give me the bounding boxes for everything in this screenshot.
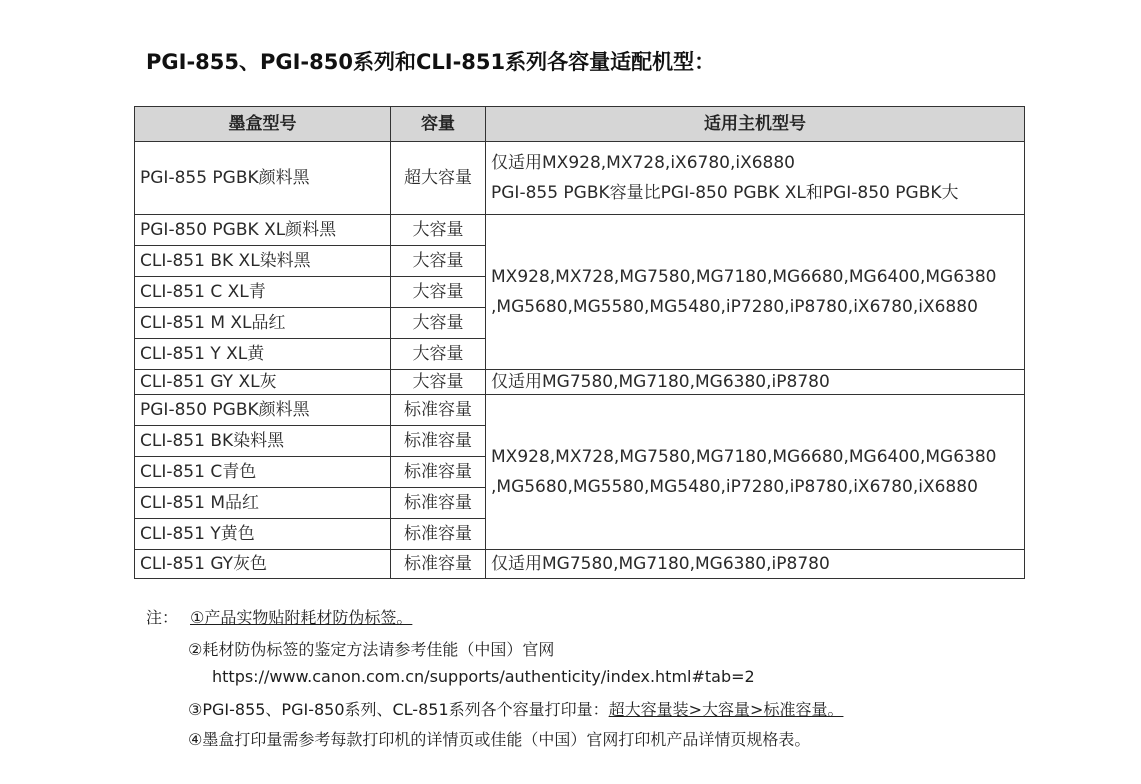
capacity: 大容量 (391, 308, 486, 339)
cartridge-model: CLI-851 GY XL灰 (135, 370, 391, 395)
cartridge-model: CLI-851 Y XL黄 (135, 339, 391, 370)
compatible-printers: 仅适用MG7580,MG7180,MG6380,iP8780 (486, 370, 1025, 395)
cartridge-model: CLI-851 M XL品红 (135, 308, 391, 339)
printers-line: ,MG5680,MG5580,MG5480,iP7280,iP8780,iX6780,iX6880 (491, 477, 978, 497)
cartridge-model: PGI-855 PGBK颜料黑 (135, 142, 391, 215)
cartridge-model: PGI-850 PGBK颜料黑 (135, 395, 391, 426)
page-title: PGI-855、PGI-850系列和CLI-851系列各容量适配机型： (146, 50, 716, 74)
capacity: 标准容量 (391, 457, 486, 488)
compatible-printers (486, 142, 1025, 215)
capacity: 大容量 (391, 277, 486, 308)
cartridge-model: CLI-851 GY灰色 (135, 550, 391, 579)
printers-line: MX928,MX728,MG7580,MG7180,MG6680,MG6400,MG6380 (491, 267, 997, 287)
compatibility-table (134, 106, 1025, 579)
cartridge-model: CLI-851 M品红 (135, 488, 391, 519)
header-printers: 适用主机型号 (486, 107, 1025, 142)
printers-line: 仅适用MX928,MX728,iX6780,iX6880 (491, 153, 795, 173)
authenticity-link[interactable]: https://www.canon.com.cn/supports/authenticity/index.html#tab=2 (212, 667, 755, 686)
notes-label: 注： (146, 608, 179, 627)
note-1: ①产品实物贴附耗材防伪标签。 (190, 608, 413, 627)
cartridge-model: CLI-851 C青色 (135, 457, 391, 488)
note-2: ②耗材防伪标签的鉴定方法请参考佳能（中国）官网 (188, 640, 555, 659)
cartridge-model: CLI-851 C XL青 (135, 277, 391, 308)
note-3-highlight: 超大容量装>大容量>标准容量。 (608, 700, 844, 719)
compatible-printers (486, 215, 1025, 370)
table-header-row (135, 107, 1025, 142)
note-3-text: ③PGI-855、PGI-850系列、CL-851系列各个容量打印量： (188, 700, 609, 719)
capacity: 标准容量 (391, 426, 486, 457)
table-row (135, 370, 1025, 395)
compatible-printers: 仅适用MG7580,MG7180,MG6380,iP8780 (486, 550, 1025, 579)
capacity: 标准容量 (391, 550, 486, 579)
capacity: 标准容量 (391, 395, 486, 426)
cartridge-model: CLI-851 BK染料黑 (135, 426, 391, 457)
compatible-printers (486, 395, 1025, 550)
note-4: ④墨盒打印量需参考每款打印机的详情页或佳能（中国）官网打印机产品详情页规格表。 (188, 730, 811, 749)
printers-line: ,MG5680,MG5580,MG5480,iP7280,iP8780,iX6780,iX6880 (491, 297, 978, 317)
printers-line: PGI-855 PGBK容量比PGI-850 PGBK XL和PGI-850 PGBK大 (491, 183, 959, 203)
header-model: 墨盒型号 (135, 107, 391, 142)
capacity: 大容量 (391, 246, 486, 277)
capacity: 大容量 (391, 339, 486, 370)
printers-line: MX928,MX728,MG7580,MG7180,MG6680,MG6400,MG6380 (491, 447, 997, 467)
cartridge-model: PGI-850 PGBK XL颜料黑 (135, 215, 391, 246)
capacity: 超大容量 (391, 142, 486, 215)
capacity: 标准容量 (391, 488, 486, 519)
table-row (135, 142, 1025, 215)
note-3 (188, 697, 843, 720)
cartridge-model: CLI-851 BK XL染料黑 (135, 246, 391, 277)
header-capacity: 容量 (391, 107, 486, 142)
capacity: 大容量 (391, 370, 486, 395)
table-row (135, 215, 1025, 246)
capacity: 标准容量 (391, 519, 486, 550)
cartridge-model: CLI-851 Y黄色 (135, 519, 391, 550)
table-row (135, 395, 1025, 426)
capacity: 大容量 (391, 215, 486, 246)
table-row (135, 550, 1025, 579)
